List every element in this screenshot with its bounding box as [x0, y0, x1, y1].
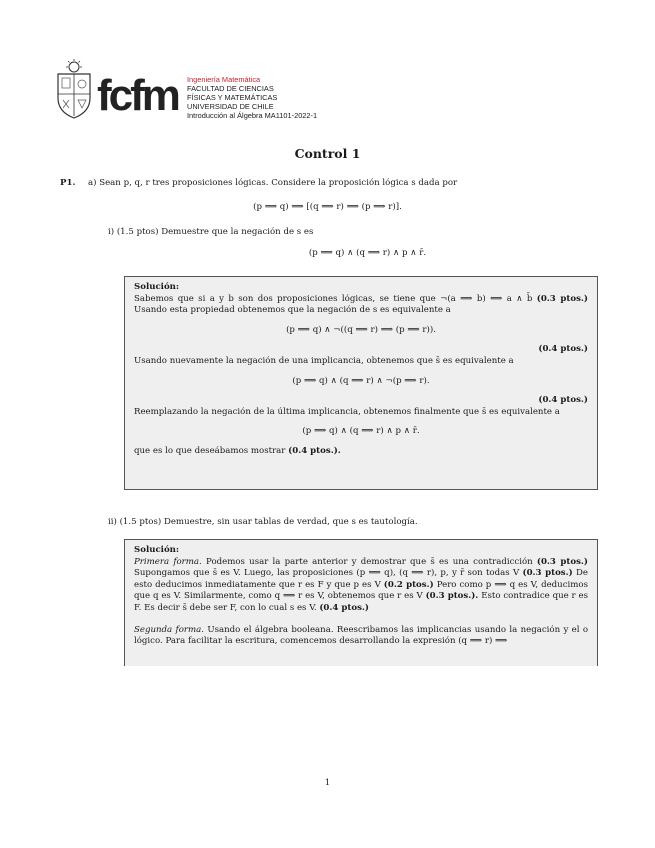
solution-2-first-form: [134, 557, 588, 615]
header-line-course: Introducción al Álgebra MA1101-2022-1: [187, 111, 318, 121]
solution-1-equation-3: (p ⟹ q) ∧ (q ⟹ r) ∧ p ∧ r̄.: [302, 426, 420, 437]
header-line-faculty-1: FACULTAD DE CIENCIAS: [187, 84, 274, 94]
first-form-points-5: (0.4 ptos.): [319, 602, 369, 613]
equation-negation: (p ⟹ q) ∧ (q ⟹ r) ∧ p ∧ r̄.: [308, 248, 427, 258]
solution-1-points-1: (0.4 ptos.): [538, 344, 588, 355]
header-line-department: Ingeniería Matemática: [187, 75, 261, 84]
solution-1-heading: Solución:: [134, 282, 180, 292]
solution-1-equation-2: (p ⟹ q) ∧ (q ⟹ r) ∧ ¬(p ⟹ r).: [292, 375, 430, 386]
first-form-points-2: (0.3 ptos.): [522, 568, 573, 579]
second-form-text: Usando el álgebra booleana. Reescribamos las implicancias usando la negación y el o lógico. Para facilitar la escritura, comencemos desarrollando la expresión (q ⟹ r) ⟹: [134, 624, 588, 647]
second-form-label: Segunda forma.: [134, 624, 204, 635]
first-form-points-1: (0.3 ptos.): [536, 556, 588, 567]
solution-1-paragraph-3: Reemplazando la negación de la última implicancia, obtenemos finalmente que s̄ es equivalente a: [134, 406, 560, 417]
solution-1-points-2: (0.4 ptos.): [538, 395, 588, 406]
first-form-text-4: Pero como p ⟹ q es V, deducimos que q es V. Similarmente, como q ⟹ r es V, obtenemos que r es V: [134, 579, 589, 602]
first-form-text-2: Supongamos que s̄ es V. Luego, las proposiciones (p ⟹ q), (q ⟹ r), p, y r̄ son todas V: [134, 568, 520, 579]
page-title: Control 1: [294, 146, 361, 161]
problem-label: P1.: [60, 178, 76, 188]
fcfm-logo-text: fcfm: [97, 71, 178, 120]
solution-1-text-1: Sabemos que si a y b son dos proposiciones lógicas, se tiene que ¬(a ⟹ b) ⟺ a ∧ b̄: [134, 293, 533, 304]
first-form-text-1: Podemos usar la parte anterior y demostrar que s̄ es una contradicción: [206, 556, 533, 567]
equation-s: (p ⟹ q) ⟹ [(q ⟹ r) ⟹ (p ⟹ r)].: [253, 202, 402, 212]
solution-1-text-1b: Usando esta propiedad obtenemos que la negación de s es equivalente a: [134, 305, 451, 316]
part-a-statement: a) Sean p, q, r tres proposiciones lógicas. Considere la proposición lógica s dada por: [88, 178, 458, 188]
header-info: [187, 75, 317, 120]
solution-box-1: [124, 276, 598, 490]
solution-1-equation-1: (p ⟹ q) ∧ ¬((q ⟹ r) ⟹ (p ⟹ r)).: [286, 324, 436, 335]
solution-1-text-4: que es lo que deseábamos mostrar: [134, 445, 286, 456]
first-form-points-3: (0.2 ptos.): [383, 579, 434, 590]
solution-1-points-4: (0.4 ptos.).: [288, 445, 341, 456]
first-form-label: Primera forma.: [134, 556, 202, 567]
item-i-statement: i) (1.5 ptos) Demuestre que la negación de s es: [108, 227, 314, 237]
header-line-university: UNIVERSIDAD DE CHILE: [187, 102, 274, 112]
solution-2-second-form: [134, 625, 588, 648]
solution-1-paragraph-4: [134, 446, 588, 458]
solution-1-paragraph-2: Usando nuevamente la negación de una implicancia, obtenemos que s̄ es equivalente a: [134, 355, 514, 366]
first-form-text-5: Esto contradice que r es F. Es decir s̄ debe ser F, con lo cual s es V.: [134, 591, 589, 613]
university-seal-logo: [55, 58, 93, 120]
item-ii-statement: ii) (1.5 ptos) Demuestre, sin usar tablas de verdad, que s es tautología.: [108, 517, 418, 527]
solution-1-points-a: (0.3 ptos.): [536, 293, 588, 304]
first-form-text-3: De esto deducimos inmediatamente que r es F y que p es V: [134, 568, 589, 590]
solution-2-heading: Solución:: [134, 545, 180, 555]
solution-box-2: [124, 539, 598, 666]
fcfm-logo: [97, 62, 180, 126]
header-line-faculty-2: FÍSICAS Y MATEMÁTICAS: [187, 93, 278, 103]
first-form-points-4: (0.3 ptos.).: [425, 591, 479, 602]
page-number: 1: [324, 778, 331, 788]
solution-1-paragraph-1: [134, 294, 588, 317]
